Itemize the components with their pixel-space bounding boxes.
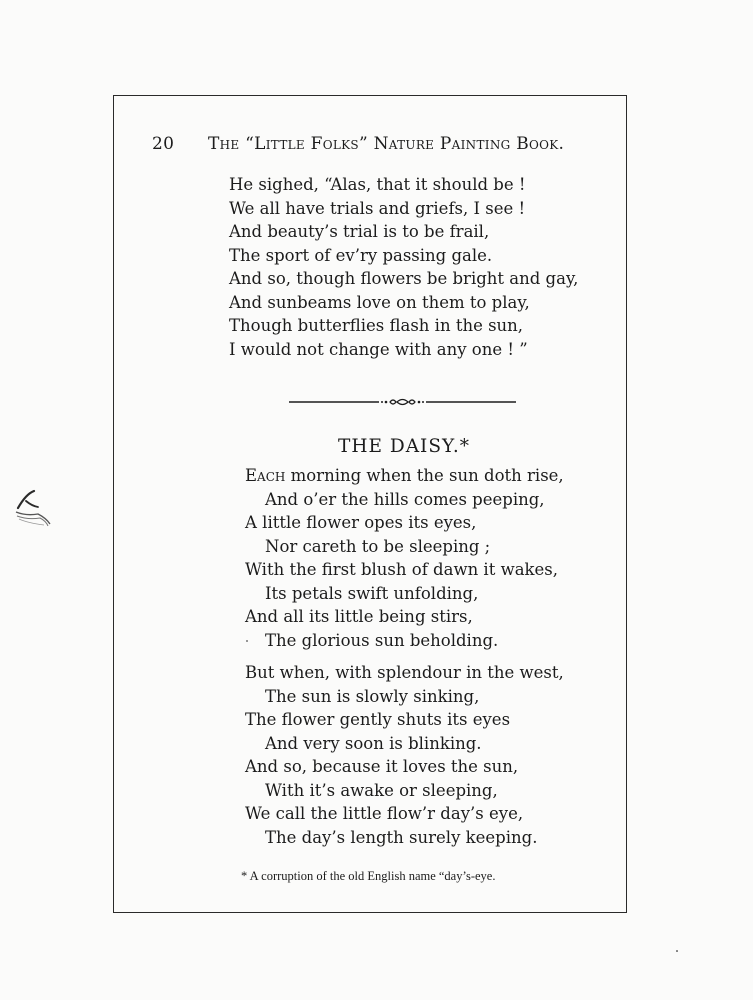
verse-line: And sunbeams love on them to play, <box>229 292 530 312</box>
verse-line: A little flower opes its eyes, <box>245 513 477 532</box>
verse-line: But when, with splendour in the west, <box>245 663 564 682</box>
verse-line: The sport of ev’ry passing gale. <box>229 245 493 265</box>
verse-line: And all its little being stirs, <box>245 607 473 626</box>
verse-line: The glorious sun beholding. <box>265 630 499 650</box>
verse-ending <box>229 173 578 361</box>
poem-stanza-1 <box>245 464 564 652</box>
verse-line: And so, because it loves the sun, <box>245 757 519 776</box>
verse-line: We call the little flow’r day’s eye, <box>245 804 524 823</box>
verse-line: Its petals swift unfolding, <box>265 583 479 603</box>
verse-line: The day’s length surely keeping. <box>265 827 538 847</box>
ornamental-divider <box>289 397 516 407</box>
verse-line: Each morning when the sun doth rise, <box>245 466 564 485</box>
verse-line: With the first blush of dawn it wakes, <box>245 560 559 579</box>
poem-stanza-2 <box>245 661 564 849</box>
verse-line: And very soon is blinking. <box>265 733 482 753</box>
running-header <box>152 134 602 154</box>
footnote: * A corruption of the old English name “day’s-eye. <box>241 869 496 883</box>
page-speck <box>246 640 248 642</box>
book-title: The “Little Folks” Nature Painting Book. <box>208 134 565 154</box>
verse-line: The sun is slowly sinking, <box>265 686 480 706</box>
page-number: 20 <box>152 134 175 154</box>
margin-ink-mark <box>10 488 56 534</box>
verse-line: The flower gently shuts its eyes <box>245 710 511 729</box>
verse-line: And o’er the hills comes peeping, <box>265 489 545 509</box>
page-speck <box>676 950 678 952</box>
verse-line: We all have trials and griefs, I see ! <box>229 198 526 218</box>
verse-line: With it’s awake or sleeping, <box>265 780 498 800</box>
verse-line: Nor careth to be sleeping ; <box>265 536 491 556</box>
verse-line: Though butterflies flash in the sun, <box>229 316 524 335</box>
verse-line: And beauty’s trial is to be frail, <box>229 222 490 241</box>
verse-line: I would not change with any one ! ” <box>229 339 528 359</box>
poem-title: THE DAISY.* <box>338 436 470 457</box>
verse-line: He sighed, “Alas, that it should be ! <box>229 175 526 194</box>
verse-line: And so, though flowers be bright and gay, <box>229 269 579 288</box>
drop-word: Each <box>245 466 286 485</box>
